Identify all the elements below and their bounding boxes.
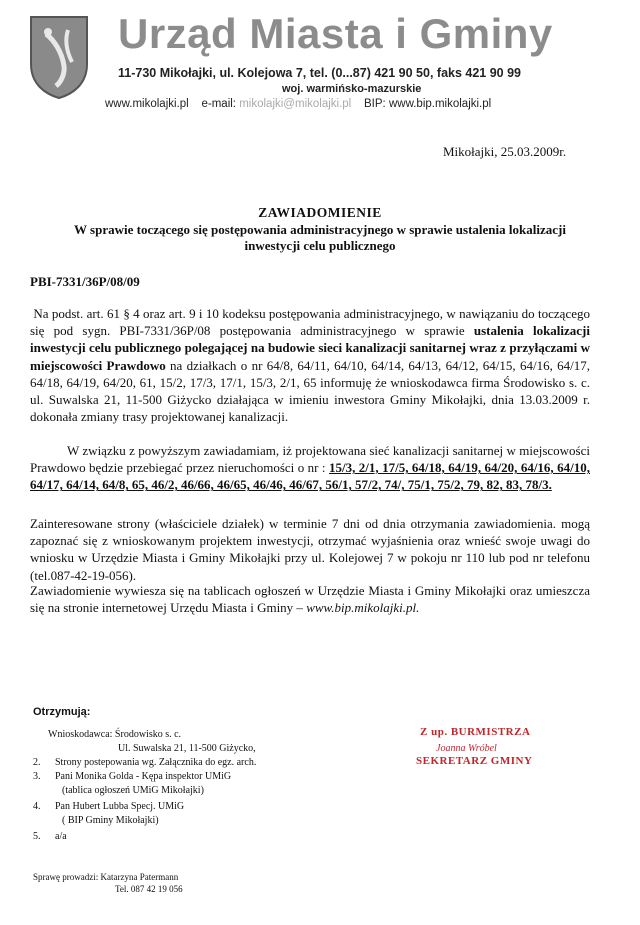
recipient-5-line1: a/a [55, 831, 67, 842]
case-handler-phone: Tel. 087 42 19 056 [115, 884, 183, 894]
document-date: Mikołajki, 25.03.2009r. [443, 144, 567, 159]
paragraph-1-rest: na działkach o nr 64/8, 64/11, 64/10, 64/14, 64/13, 64/12, 64/15, 64/16, 64/17, 64/18, 64/19, 64/20, 61, 15/2, 17/3, 17/1, 15/3, 2/1, 65 informuję że wnioskodawca firma Środowisko s. c. ul. Suwalska 21, 11-500 Giżycko działająca w imieniu inwestora Gminy Mikołajki, dnia 13.03.2009 r. dokonała zmiany trasy projektowanej kanalizacji. [30, 357, 590, 425]
paragraph-2 [30, 442, 590, 494]
recipient-5-number: 5. [33, 831, 41, 842]
paragraph-4-text: Zawiadomienie wywiesza się na tablicach ogłoszeń w Urzędzie Miasta i Gminy Mikołajki oraz umieszcza się na stronie internetowej Urzędu Miasta i Gminy – [30, 583, 590, 616]
voivodeship: woj. warmińsko-mazurskie [282, 83, 422, 95]
reference-number: PBI-7331/36P/08/09 [30, 274, 140, 289]
paragraph-1-intro: Na podst. art. 61 § 4 oraz art. 9 i 10 kodeksu postępowania administracyjnego, w nawiązaniu do toczącego się pod sygn. PBI-7331/36P/08 postępowania administracyjnego w sprawie [30, 306, 590, 339]
bip-label: BIP: [364, 98, 386, 110]
stamp-line-2: SEKRETARZ GMINY [416, 755, 533, 767]
case-handler [33, 871, 183, 895]
recipient-4-line1: Pan Hubert Lubba Specj. UMiG [55, 801, 185, 812]
recipient-1-line2: Ul. Suwalska 21, 11-500 Giżycko, [118, 743, 256, 754]
recipient-3-number: 3. [33, 771, 41, 782]
stamp-line-1: Z up. BURMISTRZA [420, 726, 531, 738]
coat-of-arms-icon [28, 14, 90, 100]
website-link[interactable]: www.mikolajki.pl [105, 98, 189, 110]
paragraph-1 [30, 305, 590, 425]
recipient-3-line1: Pani Monika Golda - Kępa inspektor UMiG [55, 771, 232, 782]
recipient-3-line2: (tablica ogłoszeń UMiG Mikołajki) [62, 785, 204, 796]
document-subject: W sprawie toczącego się postępowania administracyjnego w sprawie ustalenia lokalizacji inwestycji celu publicznego [74, 222, 566, 253]
email-label: e-mail: [201, 98, 237, 110]
document-title: ZAWIADOMIENIE [258, 205, 382, 220]
case-handler-name: Sprawę prowadzi: Katarzyna Patermann [33, 872, 179, 882]
paragraph-4 [30, 582, 590, 616]
email-link[interactable]: mikolajki@mikolajki.pl [239, 98, 352, 110]
parcel-list: 15/3, 2/1, 17/5, 64/18, 64/19, 64/20, 64/16, 64/10, 64/17, 64/14, 64/8, 65, 46/2, 46/66, 46/65, 46/46, 46/67, 56/1, 57/2, 74/, 75/1, 75/2, 79, 82, 83, 78/3. [30, 460, 590, 493]
bip-website-link[interactable]: www.bip.mikolajki.pl. [306, 600, 420, 616]
recipient-4-number: 4. [33, 801, 41, 812]
bip-link[interactable]: www.bip.mikolajki.pl [388, 98, 492, 110]
organization-name: Urząd Miasta i Gminy [118, 10, 553, 57]
paragraph-1-bold: ustalenia lokalizacji inwestycji celu publicznego polegającej na budowie sieci kanalizacji sanitarnej wraz z przyłączami w miejscowości Prawdowo [30, 323, 591, 373]
signature: Joanna Wróbel [436, 743, 497, 754]
paragraph-3: Zainteresowane strony (właściciele działek) w terminie 7 dni od dnia otrzymania zawiadomienia. mogą zapoznać się z wnioskowanym projektem inwestycji, otrzymać wyjaśnienia oraz wnieść swoje uwagi do wniosku w Urzędzie Miasta i Gminy Mikołajki przy ul. Kolejowej 7 w pokoju nr 110 lub pod nr telefonu (tel.087-42-19-056). [30, 516, 590, 583]
recipient-1-line1: Wnioskodawca: Środowisko s. c. [48, 729, 182, 740]
recipient-2-number: 2. [33, 757, 41, 768]
recipient-2-line1: Strony postepowania wg. Załącznika do egz. arch. [55, 757, 257, 768]
contact-line [105, 98, 491, 110]
recipients-heading: Otrzymują: [33, 706, 91, 718]
recipient-4-line2: ( BIP Gminy Mikołajki) [62, 815, 159, 826]
organization-address: 11-730 Mikołajki, ul. Kolejowa 7, tel. (0...87) 421 90 50, faks 421 90 99 [118, 66, 522, 80]
paragraph-2-text: W związku z powyższym zawiadamiam, iż projektowana sieć kanalizacji sanitarnej w miejscowości Prawdowo będzie przebiegać przez nieruchomości o nr : [30, 443, 591, 476]
